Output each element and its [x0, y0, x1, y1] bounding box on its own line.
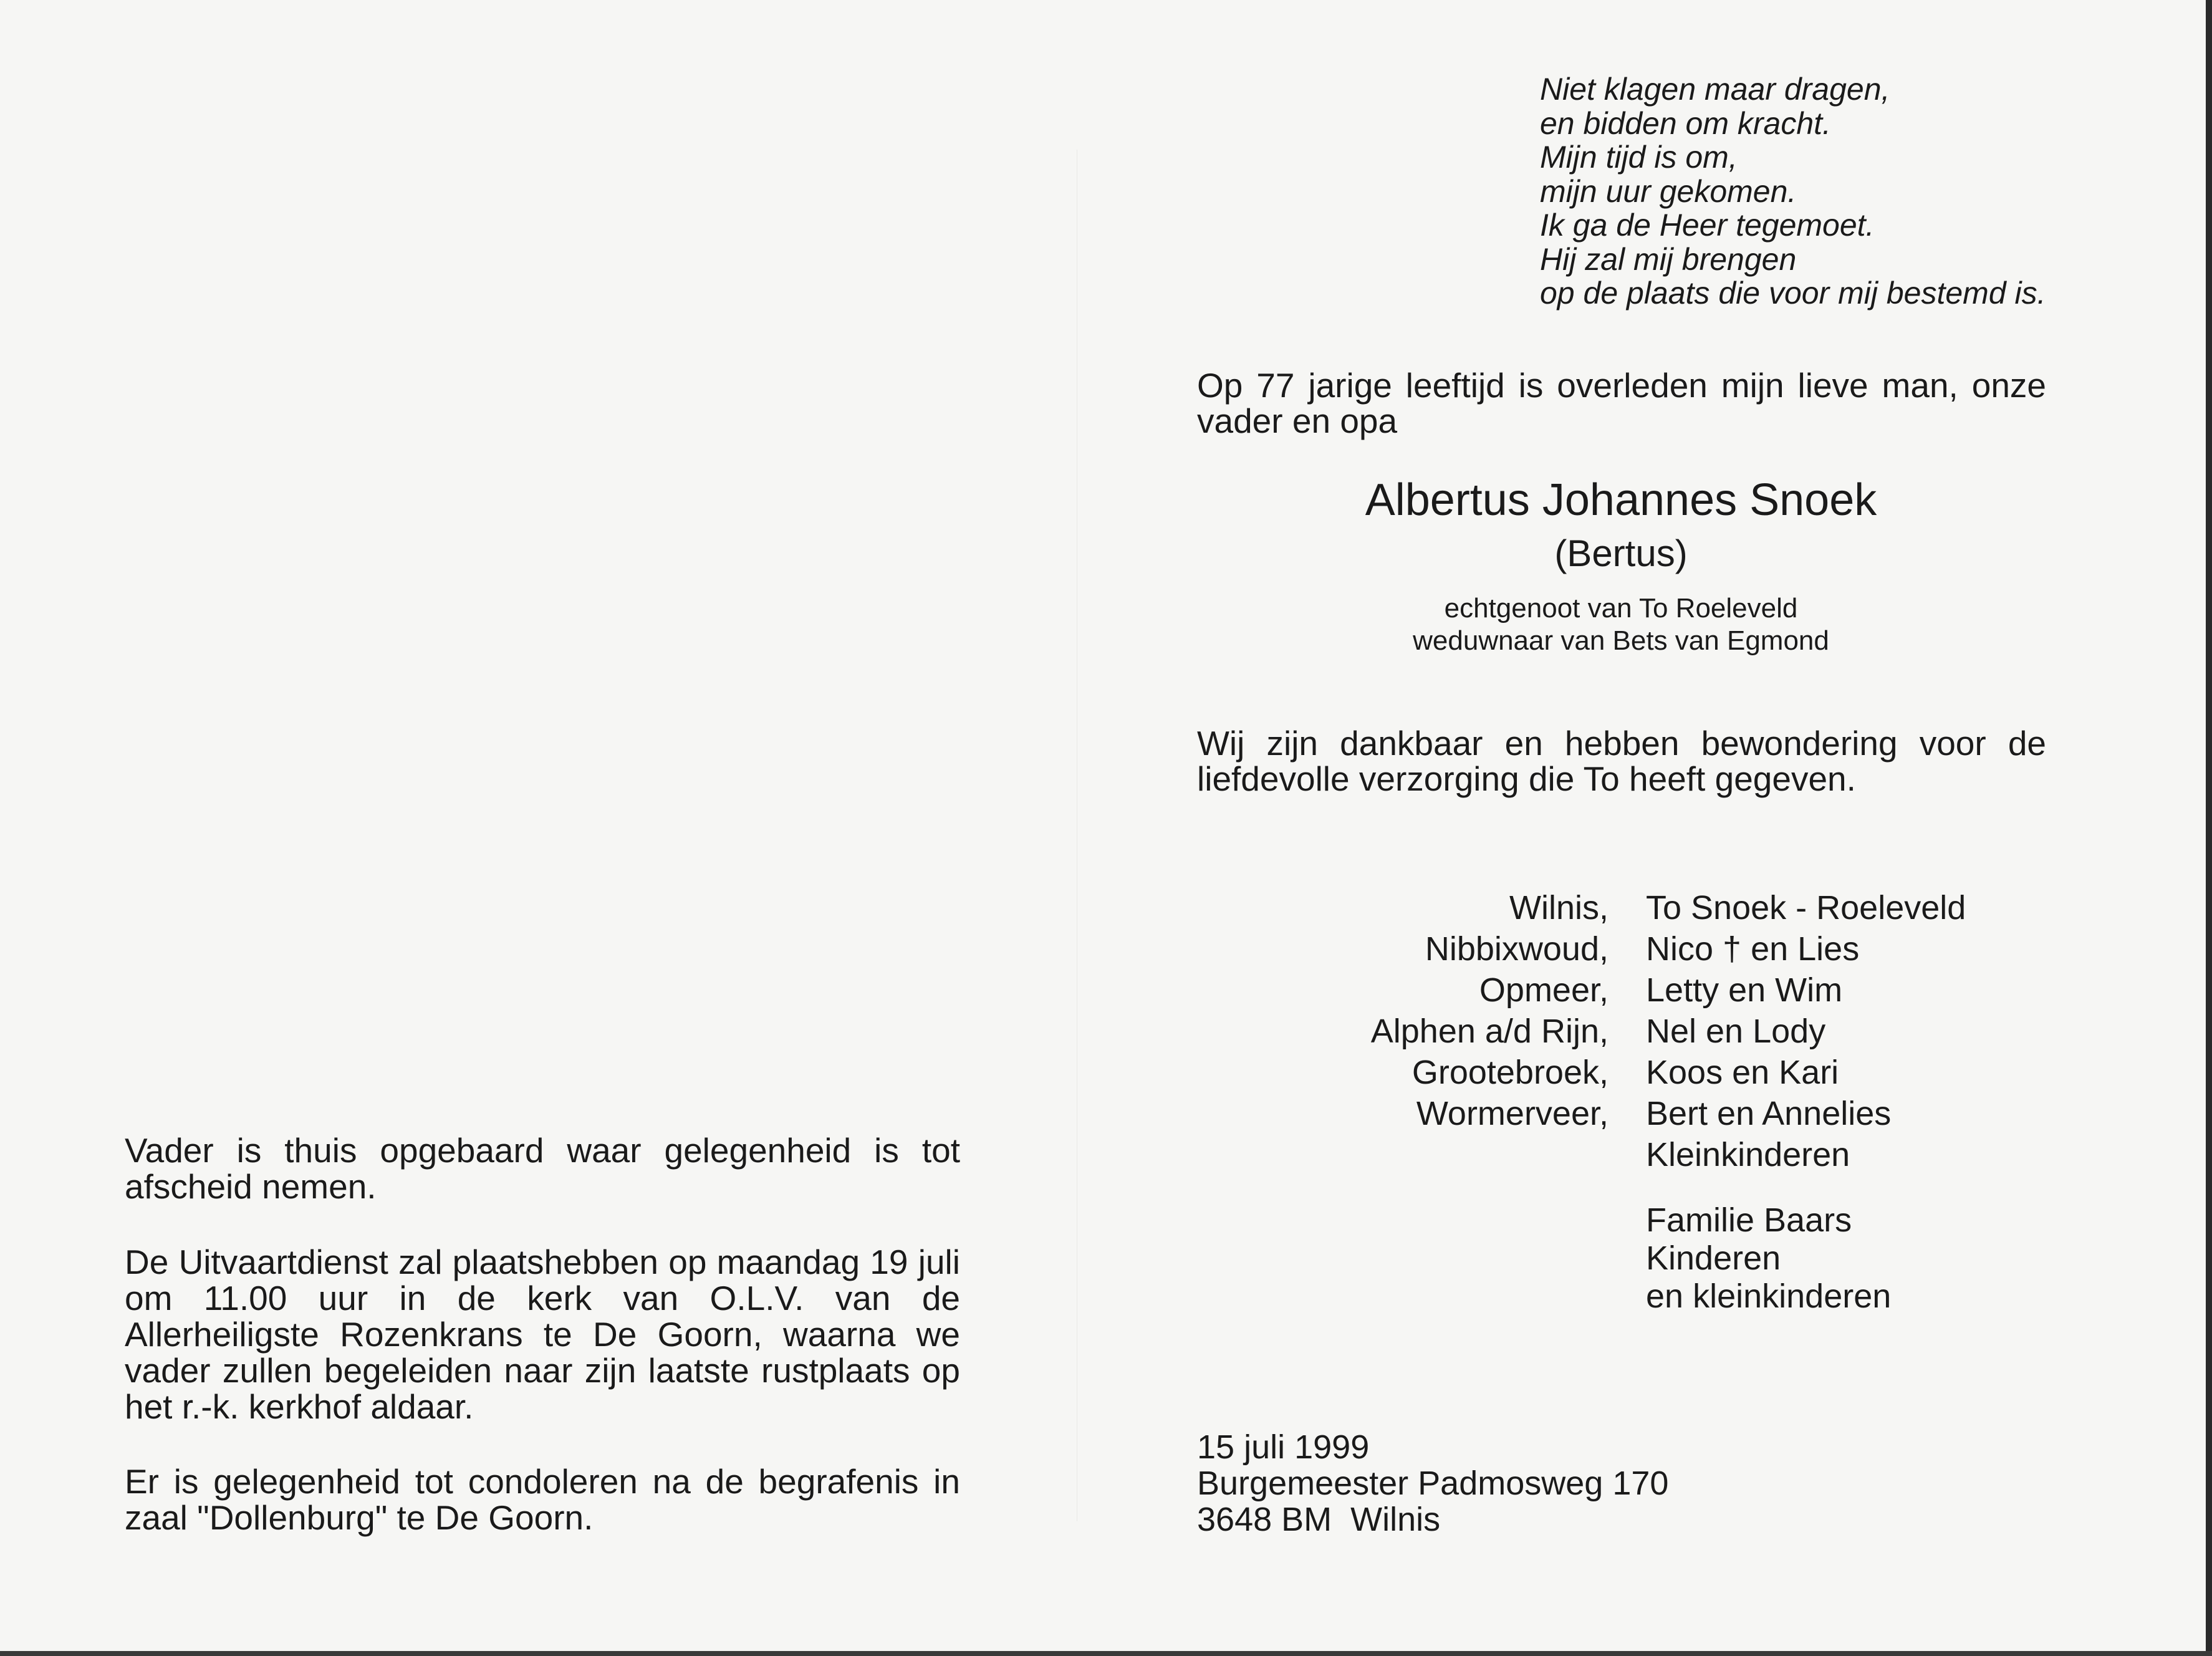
address-street: Burgemeester Padmosweg 170 [1197, 1465, 1669, 1502]
place: Wilnis, [1509, 889, 1609, 927]
announcement-date: 15 juli 1999 [1197, 1428, 1370, 1466]
funeral-paragraph [125, 1244, 960, 1425]
family-line: Familie Baars [1646, 1201, 1852, 1239]
place: Opmeer, [1479, 971, 1609, 1009]
announcement-intro: Op 77 jarige leeftijd is overleden mijn lieve man, onze vader en opa [1197, 366, 2046, 440]
condolence-paragraph [125, 1463, 960, 1536]
signatory: Bert en Annelies [1646, 1095, 1892, 1132]
signatory: Letty en Wim [1646, 971, 1843, 1009]
widower-line: weduwnaar van Bets van Egmond [1413, 625, 1829, 656]
signatory: Kleinkinderen [1646, 1136, 1850, 1173]
place: Alphen a/d Rijn, [1370, 1013, 1609, 1050]
thanks-paragraph: Wij zijn dankbaar en hebben bewondering voor de liefdevolle verzorging die To heeft gegeven. [1197, 724, 2046, 798]
poem-line: Hij zal mij brengen [1540, 241, 1797, 277]
place: Grootebroek, [1411, 1054, 1609, 1091]
signatory: To Snoek - Roeleveld [1646, 889, 1966, 927]
place: Nibbixwoud, [1425, 930, 1609, 968]
poem-line: Ik ga de Heer tegemoet. [1540, 208, 1875, 243]
poem [1540, 72, 2101, 310]
poem-line: Mijn tijd is om, [1540, 140, 1738, 175]
funeral-text: De Uitvaartdienst zal plaatshebben op maandag 19 juli om 11.00 uur in de kerk van O.L.V. van de Allerheiligste Rozenkrans te De Goorn, waarna we vader zullen begeleiden naar zijn laatste rustplaats op het r.-k. kerkhof aldaar. [125, 1243, 960, 1426]
poem-line: op de plaats die voor mij bestemd is. [1540, 276, 2046, 310]
family-line: Kinderen [1646, 1240, 1781, 1277]
signatory: Koos en Kari [1646, 1054, 1839, 1091]
signature-places [1247, 887, 1609, 1134]
address-city: 3648 BM Wilnis [1197, 1501, 1441, 1538]
family-line: en kleinkinderen [1646, 1278, 1892, 1315]
deceased-name: Albertus Johannes Snoek [1365, 475, 1877, 525]
poem-line: Niet klagen maar dragen, [1540, 72, 1890, 107]
viewing-paragraph [125, 1132, 960, 1205]
signatory: Nico † en Lies [1646, 930, 1860, 968]
signatory: Nel en Lody [1646, 1013, 1826, 1050]
condolence-text: Er is gelegenheid tot condoleren na de begrafenis in zaal "Dollenburg" te De Goorn. [125, 1462, 960, 1537]
signature-names [1646, 887, 2157, 1175]
date-address-block [1197, 1429, 1820, 1538]
place: Wormerveer, [1416, 1095, 1609, 1132]
poem-line: mijn uur gekomen. [1540, 173, 1797, 209]
deceased-nickname: (Bertus) [1554, 532, 1688, 574]
spouse-line: echtgenoot van To Roeleveld [1444, 593, 1798, 623]
scan-edge-right [2206, 0, 2212, 1656]
poem-line: en bidden om kracht. [1540, 105, 1831, 141]
signature-family [1646, 1201, 2157, 1316]
scan-edge-bottom [0, 1651, 2212, 1656]
viewing-text: Vader is thuis opgebaard waar gelegenheid is tot afscheid nemen. [125, 1131, 960, 1206]
